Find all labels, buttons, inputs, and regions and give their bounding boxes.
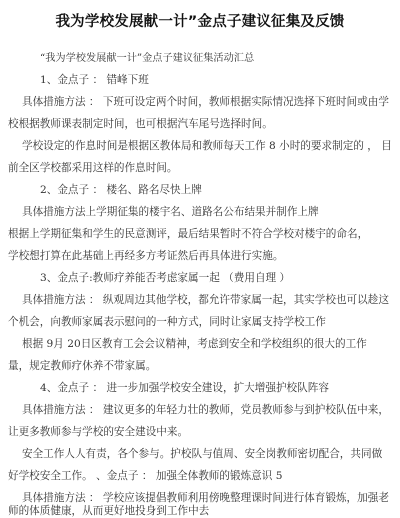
item-1-response-line: 学校设定的作息时间是根据区教体局和教师每天工作 8 小时的要求制定的 ， 目 [22, 140, 392, 152]
item-4-method-line: 具体措施方法 ： 建议更多的年轻力壮的教师，党员教师参与到护校队伍中来， [22, 404, 389, 416]
item-1-method-line: 校根据教师课表制定时间，也可根据汽车尾号选择时间。 [8, 118, 273, 130]
item-4-response-line: 安全工作人人有责，各个参与。护校队与值周、安全岗教师密切配合，共同做 [22, 448, 383, 460]
item-3-response-line: 量，规定教师疗休养不带家属。 [8, 360, 157, 372]
item-4-method-line: 让更多教师参与学校的安全建设中来。 [8, 426, 189, 438]
item-3-response-line: 根据 9月 20日区教育工会会议精神，考虑到安全和学校组织的很大的工作 [22, 338, 367, 350]
item-3-heading: 3、金点子:教师疗养能否考虑家属一起 （费用自理 ） [40, 272, 291, 284]
item-4-heading: 4、金点子 ： 进一步加强学校安全建设，扩大增强护校队阵容 [40, 382, 329, 394]
item-4-response-line: 好学校安全工作。 、金点子 ： 加强全体教师的锻炼意识 5 [8, 470, 283, 482]
summary-heading: “我为学校发展献一计”金点子建议征集活动汇总 [40, 53, 255, 64]
item-2-method-line: 具体措施方法上学期征集的楼宇名、道路名公布结果并制作上牌 [22, 206, 319, 218]
item-5-method-line: 师的体质健康，从而更好地投身到工作中去 [8, 505, 210, 517]
item-1-heading: 1、金点子 ： 错峰下班 [40, 74, 149, 86]
item-3-method-line: 具体措施方法 ： 纵观周边其他学校，都允许带家属一起，其实学校也可以趁这 [22, 294, 389, 306]
item-1-response-line: 前全区学校都采用这样的作息时间。 [8, 162, 178, 174]
item-2-response-line: 学校想打算在此基础上再经多方考证然后再具体进行实施。 [8, 250, 284, 262]
item-2-heading: 2、金点子 ： 楼名、路名尽快上牌 [40, 184, 202, 196]
item-1-method-line: 具体措施方法 ： 下班可设定两个时间，教师根据实际情况选择下班时间或由学 [22, 96, 389, 108]
document-title: 我为学校发展献一计”金点子建议征集及反馈 [55, 14, 345, 30]
item-2-response-line: 根据上学期征集和学生的民意测评，最后结果暂时不符合学校对楼宇的命名， [8, 228, 369, 240]
item-3-method-line: 个机会，向教师家属表示慰问的一种方式，同时让家属支持学校工作 [8, 316, 326, 328]
item-5-method-line: 具体措施方法 ： 学校应该提倡教师利用傍晚整理课时间进行体育锻炼，加强老 [22, 492, 389, 504]
